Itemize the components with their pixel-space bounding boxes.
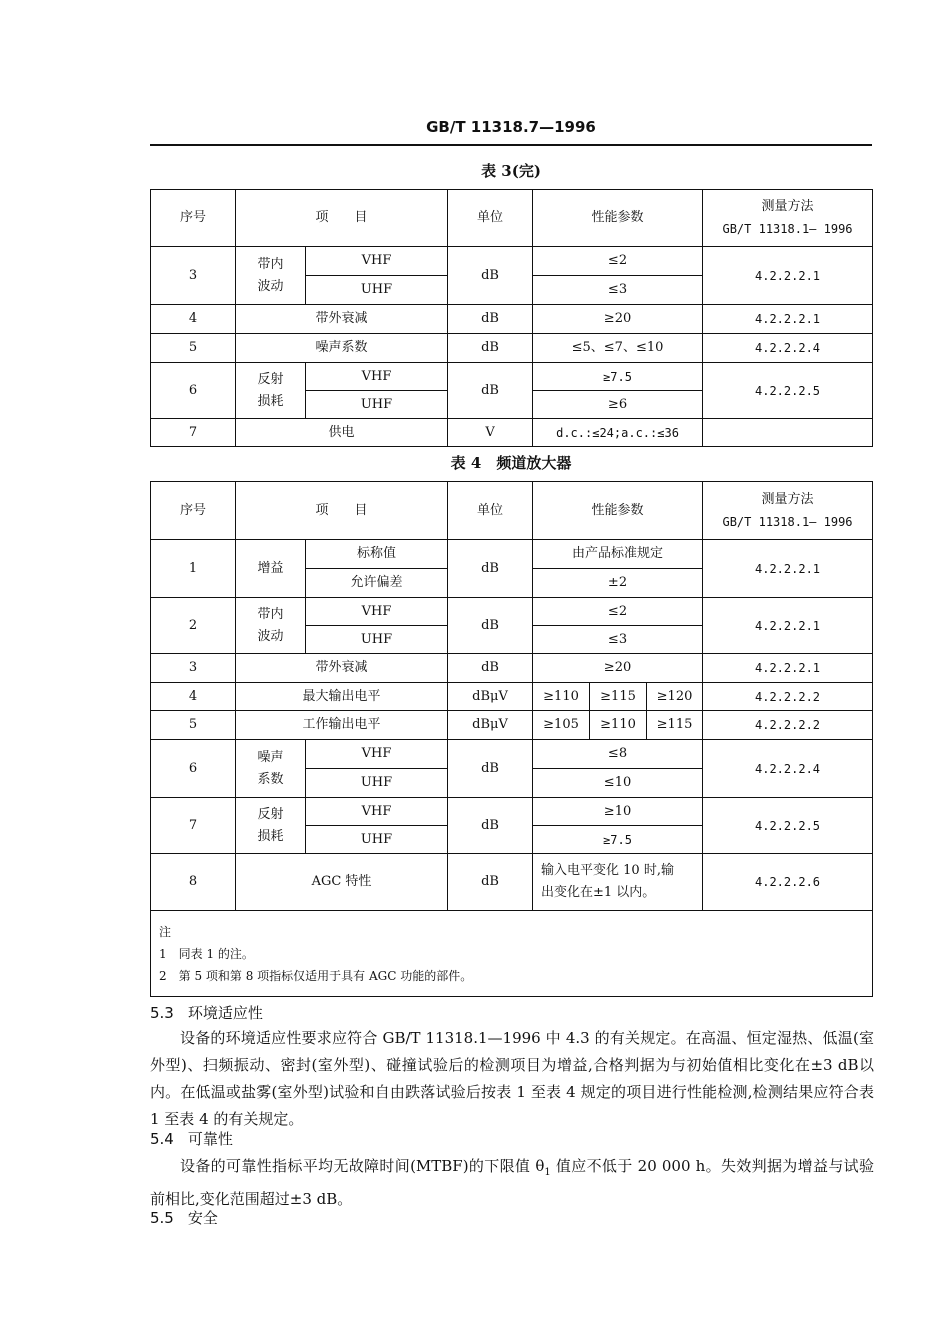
section-5-3-body: 设备的环境适应性要求应符合 GB/T 11318.1—1996 中 4.3 的有关规定。在高温、恒定湿热、低温(室外型)、扫频振动、密封(室外型)、碰撞试验后的检测项目为增益,合格判据为与初始值相比变化在±3 dB以内。在低温或盐雾(室外型)试验和自由跌落试验后按表 1 至表 4 规定的项目进行性能检测,检测结果应符合表 1 至表 4 的有关规定。 [150, 1029, 874, 1128]
row-method: 4.2.2.2.1 [703, 654, 873, 683]
row-unit: dB [448, 854, 533, 911]
row-sub-item: 允许偏差 [306, 569, 448, 598]
row-item: 带外衰减 [236, 654, 448, 683]
header-seq: 序号 [151, 482, 236, 540]
row-param-3: ≥115 [647, 711, 703, 740]
row-method: 4.2.2.2.1 [703, 247, 873, 305]
row-param: ≤10 [533, 769, 703, 798]
table3-header-row [151, 190, 873, 247]
row-param: ≥20 [533, 654, 703, 683]
row-method: 4.2.2.2.5 [703, 798, 873, 854]
row-seq: 3 [151, 654, 236, 683]
section-title: 环境适应性 [187, 1004, 263, 1022]
row-item: AGC 特性 [236, 854, 448, 911]
row-group [236, 740, 306, 798]
table-row [151, 598, 873, 626]
header-method-line1: 测量方法 [761, 491, 814, 507]
row-group-line1: 反射 [257, 806, 284, 822]
header-method-line2: GB/T 11318.1— 1996 [722, 222, 853, 236]
body-part-b: 值应不低于 20 000 h。失效判据为增益与试验前相比,变化范围超过±3 dB。 [150, 1157, 874, 1208]
row-unit: V [448, 419, 533, 447]
row-param-3: ≥120 [647, 683, 703, 711]
row-method: 4.2.2.2.1 [703, 598, 873, 654]
row-sub-item: UHF [306, 769, 448, 798]
notes-title: 注 [159, 924, 172, 939]
table-row [151, 711, 873, 740]
row-unit: dB [448, 305, 533, 334]
row-param-line1: 输入电平变化 10 时,输 [541, 863, 674, 878]
row-sub-item: VHF [306, 798, 448, 826]
row-param-1: ≥110 [533, 683, 590, 711]
row-method: 4.2.2.2.4 [703, 334, 873, 363]
row-unit: dB [448, 798, 533, 854]
row-param-1: ≥105 [533, 711, 590, 740]
header-method-line1: 测量方法 [761, 199, 814, 214]
row-param: ≥7.5 [533, 363, 703, 391]
table-row [151, 683, 873, 711]
section-number: 5.4 [150, 1130, 174, 1148]
row-param: ≤5、≤7、≤10 [533, 334, 703, 363]
table4-notes [151, 911, 873, 997]
row-param-line2: 出变化在±1 以内。 [541, 885, 656, 900]
row-param: ≤8 [533, 740, 703, 769]
header-seq: 序号 [151, 190, 236, 247]
row-seq: 7 [151, 419, 236, 447]
body-part-a: 设备的可靠性指标平均无故障时间(MTBF)的下限值 θ [180, 1157, 545, 1175]
row-group [236, 247, 306, 305]
section-number: 5.3 [150, 1004, 174, 1022]
row-param: ≤2 [533, 247, 703, 276]
table-row [151, 798, 873, 826]
row-item: 噪声系数 [236, 334, 448, 363]
row-group-line1: 带内 [257, 606, 284, 622]
header-item: 项 目 [236, 482, 448, 540]
row-seq: 1 [151, 540, 236, 598]
table-row [151, 419, 873, 447]
row-seq: 4 [151, 683, 236, 711]
row-param: ≤3 [533, 626, 703, 654]
row-param: ±2 [533, 569, 703, 598]
table4 [150, 481, 873, 997]
row-unit: dB [448, 540, 533, 598]
section-title: 可靠性 [187, 1130, 233, 1148]
section-5-4-body [150, 1153, 874, 1213]
section-5-5-heading [150, 1207, 218, 1228]
row-param-2: ≥115 [590, 683, 647, 711]
row-item: 工作输出电平 [236, 711, 448, 740]
row-unit: dBμV [448, 683, 533, 711]
table4-notes-row [151, 911, 873, 997]
row-item: 最大输出电平 [236, 683, 448, 711]
row-group-line2: 损耗 [257, 828, 284, 844]
row-group [236, 363, 306, 419]
row-method: 4.2.2.2.6 [703, 854, 873, 911]
header-method-line2: GB/T 11318.1— 1996 [722, 514, 853, 529]
table4-caption: 表 4 频道放大器 [450, 454, 572, 472]
row-unit: dB [448, 598, 533, 654]
row-group-line2: 波动 [257, 628, 284, 644]
row-group-line1: 带内 [257, 256, 284, 272]
row-seq: 5 [151, 334, 236, 363]
row-item: 供电 [236, 419, 448, 447]
row-group-line2: 系数 [257, 771, 284, 787]
row-group-line1: 反射 [257, 371, 284, 387]
theta-subscript: 1 [544, 1167, 551, 1178]
header-method [703, 482, 873, 540]
header-param: 性能参数 [533, 482, 703, 540]
row-method [703, 419, 873, 447]
row-sub-item: UHF [306, 826, 448, 854]
table-row [151, 654, 873, 683]
header-rule [150, 144, 872, 146]
row-group [236, 798, 306, 854]
header-method [703, 190, 873, 247]
row-param: d.c.:≤24;a.c.:≤36 [533, 419, 703, 447]
header-unit: 单位 [448, 190, 533, 247]
row-sub-item: UHF [306, 276, 448, 305]
row-seq: 6 [151, 363, 236, 419]
row-unit: dB [448, 654, 533, 683]
row-method: 4.2.2.2.1 [703, 305, 873, 334]
row-group: 增益 [236, 540, 306, 598]
row-seq: 4 [151, 305, 236, 334]
row-group [236, 598, 306, 654]
row-param-2: ≥110 [590, 711, 647, 740]
table-row [151, 363, 873, 391]
row-unit: dBμV [448, 711, 533, 740]
row-sub-item: VHF [306, 598, 448, 626]
row-seq: 7 [151, 798, 236, 854]
row-unit: dB [448, 247, 533, 305]
header-unit: 单位 [448, 482, 533, 540]
row-sub-item: VHF [306, 363, 448, 391]
row-method: 4.2.2.2.2 [703, 711, 873, 740]
row-param: ≥20 [533, 305, 703, 334]
header-item: 项 目 [236, 190, 448, 247]
row-sub-item: VHF [306, 247, 448, 276]
table4-header-row [151, 482, 873, 540]
row-param: 由产品标准规定 [533, 540, 703, 569]
row-unit: dB [448, 740, 533, 798]
row-item: 带外衰减 [236, 305, 448, 334]
section-5-3-heading [150, 1002, 263, 1023]
row-group-line2: 波动 [257, 278, 284, 294]
row-seq: 8 [151, 854, 236, 911]
section-title: 安全 [187, 1209, 218, 1227]
row-param: ≤3 [533, 276, 703, 305]
row-seq: 3 [151, 247, 236, 305]
row-seq: 6 [151, 740, 236, 798]
row-seq: 5 [151, 711, 236, 740]
row-method: 4.2.2.2.5 [703, 363, 873, 419]
note-item: 1 同表 1 的注。 [159, 946, 254, 961]
row-param: ≥7.5 [533, 826, 703, 854]
row-sub-item: UHF [306, 391, 448, 419]
row-sub-item: VHF [306, 740, 448, 769]
row-method: 4.2.2.2.2 [703, 683, 873, 711]
row-group-line2: 损耗 [257, 393, 284, 409]
table3-caption: 表 3(完) [481, 162, 541, 180]
row-param [533, 854, 703, 911]
table-row [151, 740, 873, 769]
row-param: ≥6 [533, 391, 703, 419]
row-method: 4.2.2.2.4 [703, 740, 873, 798]
row-param: ≥10 [533, 798, 703, 826]
row-sub-item: 标称值 [306, 540, 448, 569]
row-unit: dB [448, 334, 533, 363]
row-method: 4.2.2.2.1 [703, 540, 873, 598]
table-row [151, 247, 873, 276]
section-number: 5.5 [150, 1209, 174, 1227]
row-group-line1: 噪声 [257, 749, 284, 765]
table-row [151, 305, 873, 334]
standard-number-header: GB/T 11318.7—1996 [426, 118, 596, 136]
header-param: 性能参数 [533, 190, 703, 247]
table3 [150, 189, 873, 447]
note-item: 2 第 5 项和第 8 项指标仅适用于具有 AGC 功能的部件。 [159, 968, 473, 983]
row-seq: 2 [151, 598, 236, 654]
row-param: ≤2 [533, 598, 703, 626]
row-sub-item: UHF [306, 626, 448, 654]
row-unit: dB [448, 363, 533, 419]
table-row [151, 334, 873, 363]
section-5-4-heading [150, 1128, 233, 1149]
table-row [151, 540, 873, 569]
table-row [151, 854, 873, 911]
